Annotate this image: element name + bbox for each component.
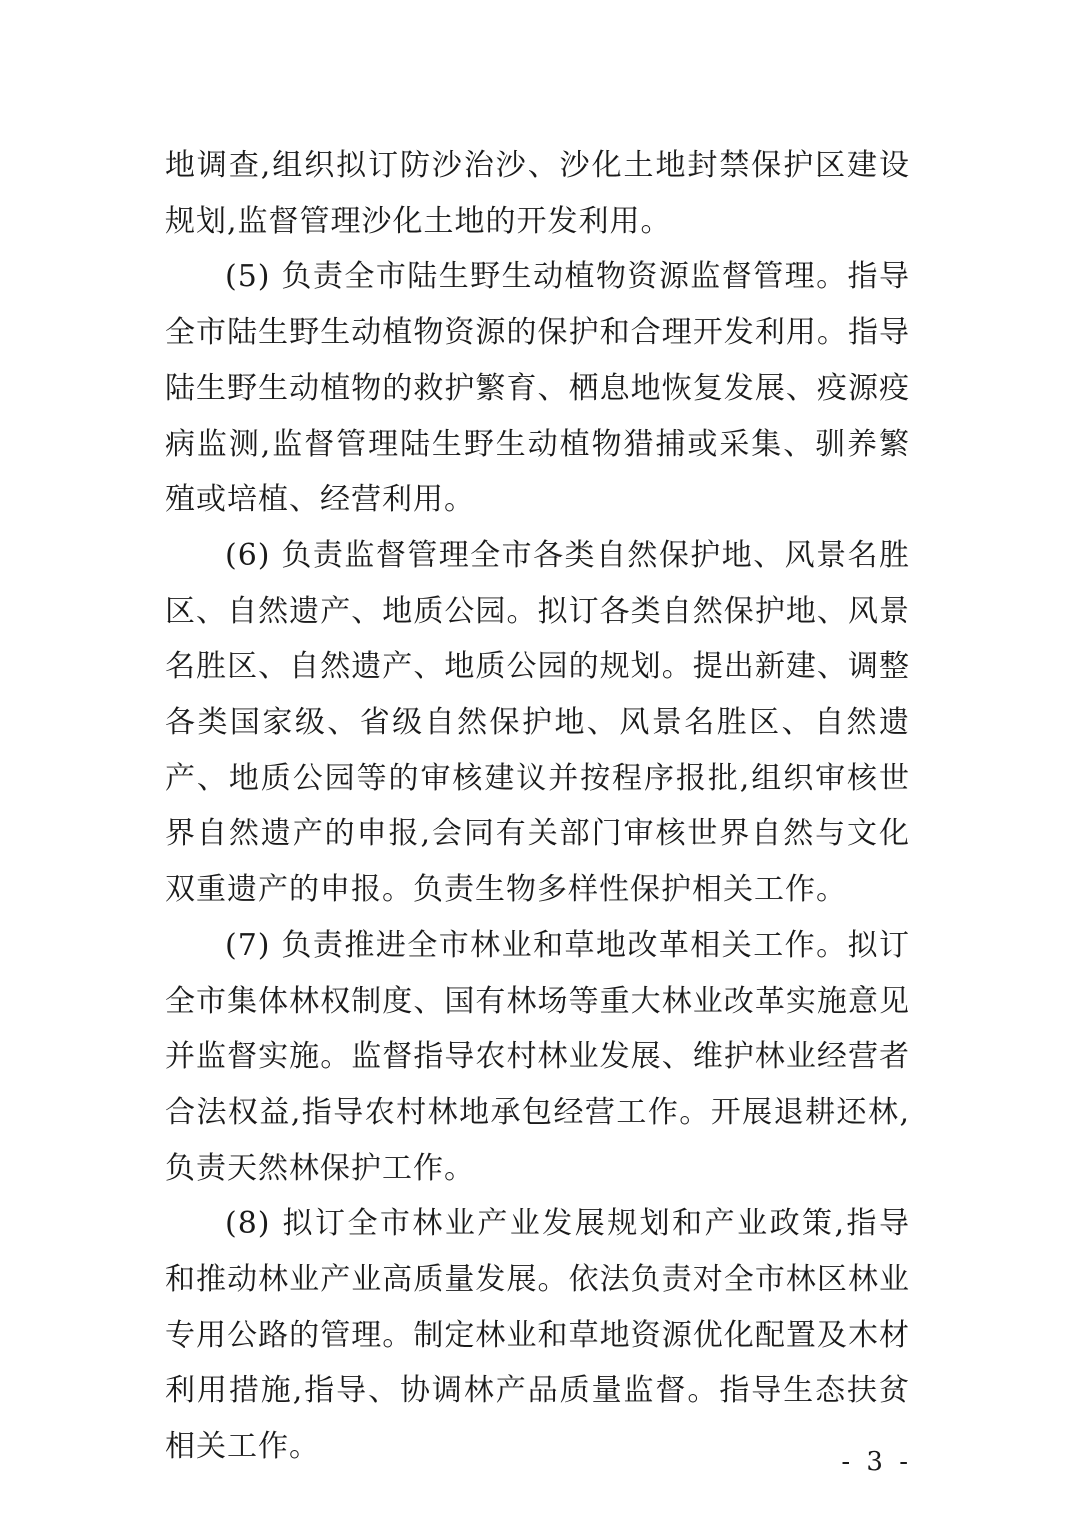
page-number: - 3 -: [841, 1447, 912, 1477]
paragraph-6: (6) 负责监督管理全市各类自然保护地、风景名胜区、自然遗产、地质公园。拟订各类自然保护地、风景名胜区、自然遗产、地质公园的规划。提出新建、调整各类国家级、省级自然保护地、风景名胜区、自然遗产、地质公园等的审核建议并按程序报批,组织审核世界自然遗产的申报,会同有关部门审核世界自然与文化双重遗产的申报。负责生物多样性保护相关工作。: [165, 537, 910, 908]
body-text: [165, 138, 910, 1475]
paragraph-continued: 地调查,组织拟订防沙治沙、沙化土地封禁保护区建设规划,监督管理沙化土地的开发利用。: [165, 148, 910, 239]
paragraph-5: (5) 负责全市陆生野生动植物资源监督管理。指导全市陆生野生动植物资源的保护和合理开发利用。指导陆生野生动植物的救护繁育、栖息地恢复发展、疫源疫病监测,监督管理陆生野生动植物猎捕或采集、驯养繁殖或培植、经营利用。: [165, 259, 910, 518]
paragraph-7: (7) 负责推进全市林业和草地改革相关工作。拟订全市集体林权制度、国有林场等重大林业改革实施意见并监督实施。监督指导农村林业发展、维护林业经营者合法权益,指导农村林地承包经营工作。开展退耕还林,负责天然林保护工作。: [165, 927, 910, 1186]
paragraph-8: (8) 拟订全市林业产业发展规划和产业政策,指导和推动林业产业高质量发展。依法负责对全市林区林业专用公路的管理。制定林业和草地资源优化配置及木材利用措施,指导、协调林产品质量监督。指导生态扶贫相关工作。: [165, 1206, 910, 1465]
